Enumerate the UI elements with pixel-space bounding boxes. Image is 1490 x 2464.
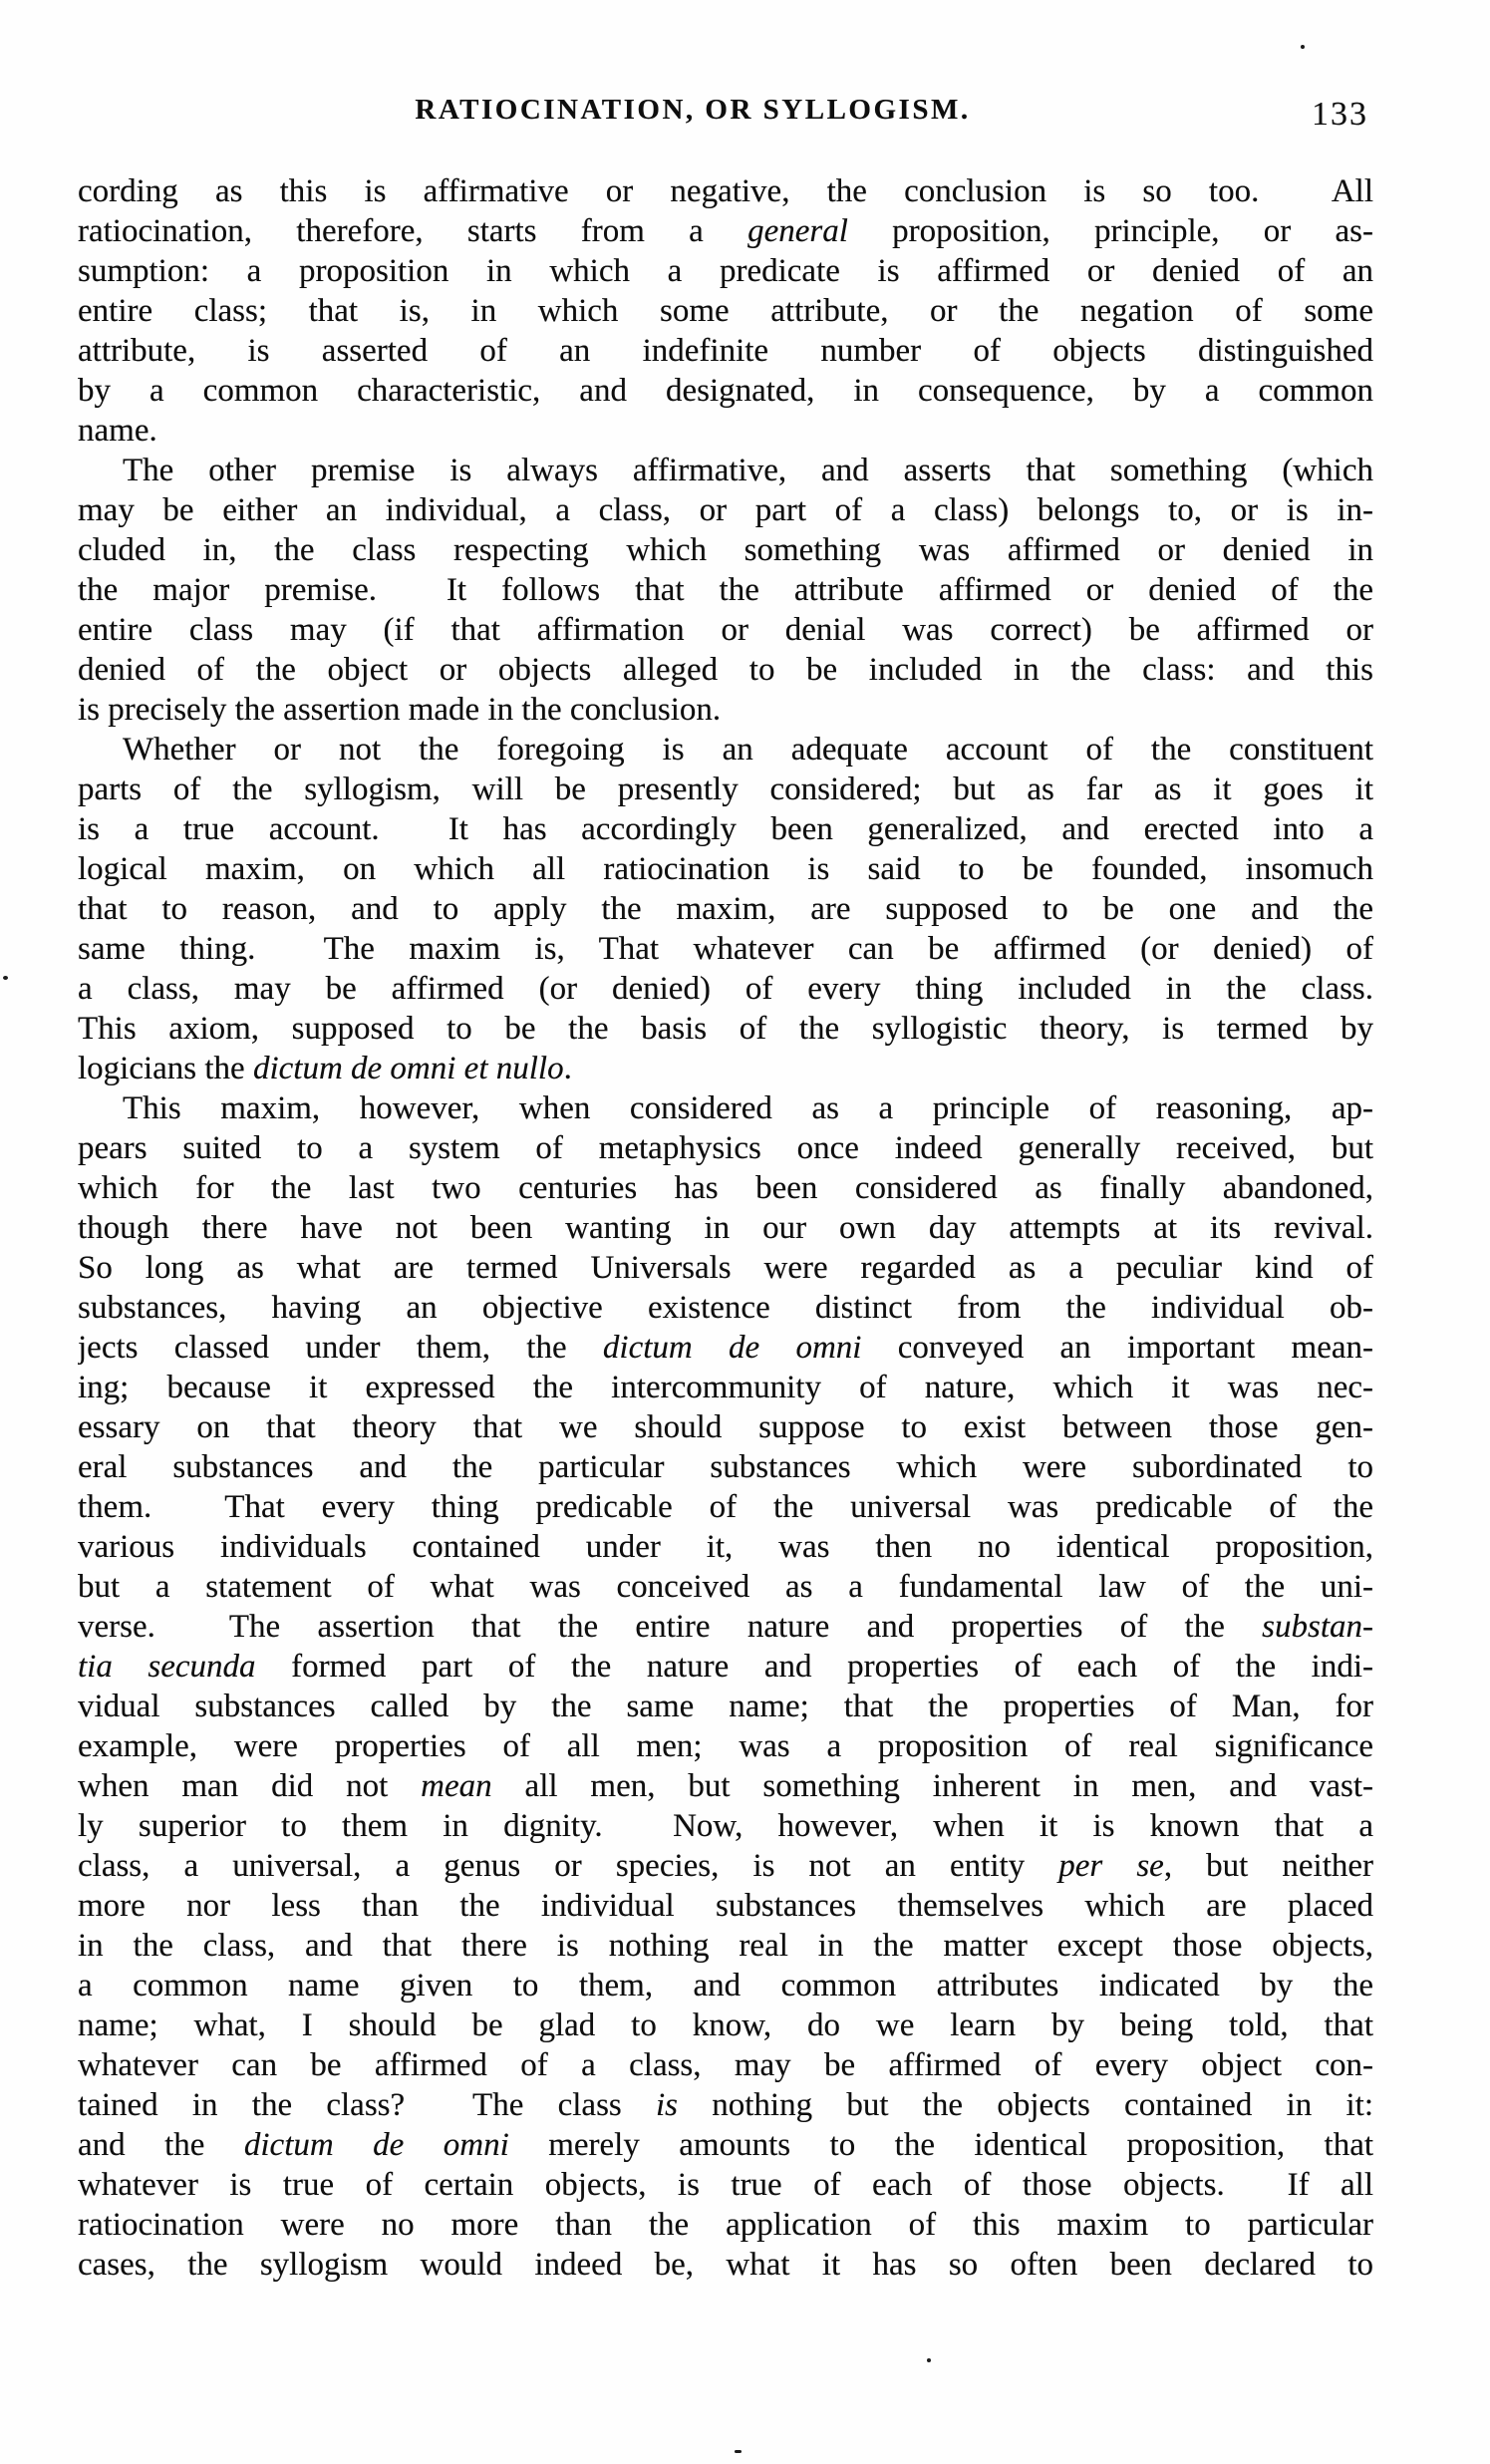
text-line: Whether or not the foregoing is an adequate account of the constituent [123,732,1373,768]
paragraph-2 [78,451,1373,730]
text-line: same thing. The maxim is, That whatever can be affirmed (or denied) of [78,931,1373,967]
text-line: attribute, is asserted of an indefinite number of objects distinguished [78,333,1373,369]
paragraph-1 [78,171,1373,451]
text-line: cases, the syllogism would indeed be, what it has so often been declared to [78,2247,1373,2283]
text-line: jects classed under them, the dictum de omni conveyed an important mean- [78,1330,1373,1366]
text-line: entire class; that is, in which some attribute, or the negation of some [78,293,1373,329]
text-line: a class, may be affirmed (or denied) of every thing included in the class. [78,971,1373,1007]
text-line: logical maxim, on which all ratiocination is said to be founded, insomuch [78,851,1373,887]
text-line: This axiom, supposed to be the basis of the syllogistic theory, is termed by [78,1011,1373,1047]
paragraph-4 [78,1088,1373,2285]
text-line: denied of the object or objects alleged to be included in the class: and this [78,652,1373,688]
text-line: name. [78,413,157,449]
text-line: them. That every thing predicable of the universal was predicable of the [78,1489,1373,1525]
text-line: various individuals contained under it, was then no identical proposition, [78,1529,1373,1565]
scan-speck [735,2450,742,2453]
text-line: whatever is true of certain objects, is true of each of those objects. If all [78,2167,1373,2203]
text-line: logicians the dictum de omni et nullo. [78,1051,572,1086]
text-line: The other premise is always affirmative, and asserts that something (which [123,453,1373,488]
text-line: that to reason, and to apply the maxim, are supposed to be one and the [78,891,1373,927]
text-line: ly superior to them in dignity. Now, however, when it is known that a [78,1808,1373,1844]
text-line: ing; because it expressed the intercommunity of nature, which it was nec- [78,1370,1373,1405]
text-line: sumption: a proposition in which a predicate is affirmed or denied of an [78,253,1373,289]
scan-speck [927,2358,931,2362]
text-line: more nor less than the individual substances themselves which are placed [78,1888,1373,1924]
text-line: which for the last two centuries has been considered as finally abandoned, [78,1170,1373,1206]
text-line: pears suited to a system of metaphysics once indeed generally received, but [78,1130,1373,1166]
paragraph-3 [78,730,1373,1088]
text-line: tia secunda formed part of the nature and properties of each of the indi- [78,1649,1373,1685]
text-line: parts of the syllogism, will be presently considered; but as far as it goes it [78,771,1373,807]
text-line: name; what, I should be glad to know, do we learn by being told, that [78,2007,1373,2043]
text-line: though there have not been wanting in our own day attempts at its revival. [78,1210,1373,1246]
text-line: verse. The assertion that the entire nature and properties of the substan- [78,1609,1373,1645]
text-line: when man did not mean all men, but something inherent in men, and vast- [78,1768,1373,1804]
scan-speck [3,976,8,980]
text-line: whatever can be affirmed of a class, may be affirmed of every object con- [78,2047,1373,2083]
text-line: but a statement of what was conceived as a fundamental law of the uni- [78,1569,1373,1605]
text-line: example, were properties of all men; was a proposition of real significance [78,1728,1373,1764]
text-line: class, a universal, a genus or species, is not an entity per se, but neither [78,1848,1373,1884]
text-line: is a true account. It has accordingly been generalized, and erected into a [78,811,1373,847]
scan-speck [1301,45,1305,49]
text-line: cluded in, the class respecting which something was affirmed or denied in [78,532,1373,568]
text-line: cording as this is affirmative or negative, the conclusion is so too. All [78,173,1373,209]
text-line: and the dictum de omni merely amounts to the identical proposition, that [78,2127,1373,2163]
page-number: 133 [1312,96,1368,133]
text-line: entire class may (if that affirmation or denial was correct) be affirmed or [78,612,1373,648]
text-line: eral substances and the particular substances which were subordinated to [78,1449,1373,1485]
text-line: So long as what are termed Universals were regarded as a peculiar kind of [78,1250,1373,1286]
text-line: is precisely the assertion made in the conclusion. [78,692,722,728]
text-line: substances, having an objective existence distinct from the individual ob- [78,1290,1373,1326]
text-line: ratiocination, therefore, starts from a general proposition, principle, or as- [78,213,1373,249]
text-line: in the class, and that there is nothing real in the matter except those objects, [78,1928,1373,1964]
text-line: vidual substances called by the same name; that the properties of Man, for [78,1689,1373,1724]
text-line: ratiocination were no more than the application of this maxim to particular [78,2207,1373,2243]
text-line: may be either an individual, a class, or part of a class) belongs to, or is in- [78,492,1373,528]
text-line: essary on that theory that we should suppose to exist between those gen- [78,1409,1373,1445]
text-line: by a common characteristic, and designated, in consequence, by a common [78,373,1373,409]
text-line: the major premise. It follows that the attribute affirmed or denied of the [78,572,1373,608]
text-line: a common name given to them, and common attributes indicated by the [78,1968,1373,2003]
text-line: This maxim, however, when considered as a principle of reasoning, ap- [123,1090,1373,1126]
running-header [60,94,1326,138]
page-title: RATIOCINATION, OR SYLLOGISM. [415,94,971,126]
page-body [78,171,1373,2285]
text-line: tained in the class? The class is nothing but the objects contained in it: [78,2087,1373,2123]
